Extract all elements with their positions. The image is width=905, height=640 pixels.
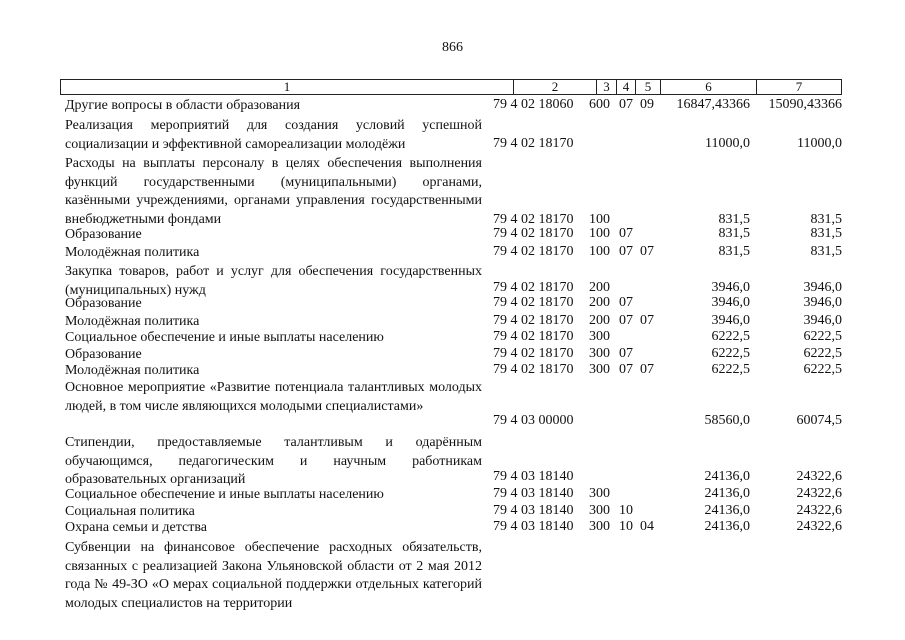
header-col-6: 6 xyxy=(660,80,756,94)
cell-code: 79 4 02 18170 xyxy=(493,329,574,344)
cell-s7: 831,5 xyxy=(810,212,842,227)
cell-s6: 831,5 xyxy=(718,244,750,259)
cell-rz: 07 xyxy=(619,346,633,361)
cell-s7: 15090,43366 xyxy=(768,97,842,112)
cell-rz: 07 xyxy=(619,362,633,377)
cell-s7: 11000,0 xyxy=(797,136,842,151)
cell-code: 79 4 02 18170 xyxy=(493,226,574,241)
row-name: Закупка товаров, работ и услуг для обеспечения государственных (муниципальных) нужд xyxy=(65,264,482,298)
cell-s6: 24136,0 xyxy=(704,503,750,518)
cell-vr: 100 xyxy=(589,226,610,241)
cell-s6: 831,5 xyxy=(718,212,750,227)
cell-s7: 3946,0 xyxy=(803,313,842,328)
row-name: Молодёжная политика xyxy=(65,363,200,378)
cell-vr: 300 xyxy=(589,486,610,501)
row-name: Социальное обеспечение и иные выплаты населению xyxy=(65,330,384,345)
row-name: Молодёжная политика xyxy=(65,314,200,329)
cell-vr: 600 xyxy=(589,97,610,112)
cell-s7: 3946,0 xyxy=(803,280,842,295)
cell-s7: 60074,5 xyxy=(796,413,842,428)
cell-code: 79 4 02 18170 xyxy=(493,362,574,377)
row-name: Образование xyxy=(65,227,142,242)
row-name: Другие вопросы в области образования xyxy=(65,98,301,113)
header-col-7: 7 xyxy=(756,80,841,94)
row-name: Молодёжная политика xyxy=(65,245,200,260)
row-name: Расходы на выплаты персоналу в целях обеспечения выполнения функций государственными (муниципальными) органами, казёнными учреждениями, органами управления государственными внебюджетными фондами xyxy=(65,156,482,228)
cell-s6: 11000,0 xyxy=(705,136,750,151)
row-name: Образование xyxy=(65,347,142,362)
cell-s6: 3946,0 xyxy=(711,313,750,328)
cell-vr: 300 xyxy=(589,362,610,377)
cell-vr: 200 xyxy=(589,295,610,310)
cell-vr: 300 xyxy=(589,329,610,344)
cell-rz: 10 xyxy=(619,503,633,518)
cell-s6: 24136,0 xyxy=(704,519,750,534)
row-name: Реализация мероприятий для создания условий успешной социализации и эффективной самореализации молодёжи xyxy=(65,118,482,152)
cell-s6: 3946,0 xyxy=(711,280,750,295)
row-name: Образование xyxy=(65,296,142,311)
cell-s6: 24136,0 xyxy=(704,469,750,484)
cell-s6: 831,5 xyxy=(718,226,750,241)
cell-s7: 24322,6 xyxy=(796,486,842,501)
cell-s6: 24136,0 xyxy=(704,486,750,501)
cell-code: 79 4 03 18140 xyxy=(493,519,574,534)
header-col-2: 2 xyxy=(513,80,596,94)
row-name: Охрана семьи и детства xyxy=(65,520,207,535)
cell-vr: 100 xyxy=(589,244,610,259)
cell-code: 79 4 03 00000 xyxy=(493,413,574,428)
cell-code: 79 4 02 18170 xyxy=(493,136,574,151)
cell-pr: 07 xyxy=(640,313,654,328)
cell-vr: 200 xyxy=(589,280,610,295)
cell-code: 79 4 02 18170 xyxy=(493,212,574,227)
cell-s7: 24322,6 xyxy=(796,469,842,484)
cell-s7: 6222,5 xyxy=(803,329,842,344)
cell-vr: 300 xyxy=(589,503,610,518)
cell-rz: 07 xyxy=(619,295,633,310)
cell-pr: 04 xyxy=(640,519,654,534)
cell-s7: 6222,5 xyxy=(803,362,842,377)
page-number: 866 xyxy=(442,40,463,55)
cell-s6: 16847,43366 xyxy=(676,97,750,112)
cell-vr: 100 xyxy=(589,212,610,227)
cell-s7: 24322,6 xyxy=(796,519,842,534)
header-col-3: 3 xyxy=(596,80,616,94)
row-name: Основное мероприятие «Развитие потенциала талантливых молодых людей, в том числе являющихся молодыми специалистами» xyxy=(65,380,482,414)
cell-code: 79 4 02 18170 xyxy=(493,295,574,310)
table-header xyxy=(60,79,842,95)
header-col-5: 5 xyxy=(635,80,660,94)
cell-vr: 300 xyxy=(589,346,610,361)
cell-s6: 6222,5 xyxy=(711,362,750,377)
header-col-1: 1 xyxy=(283,79,291,94)
cell-s7: 6222,5 xyxy=(803,346,842,361)
cell-s6: 58560,0 xyxy=(704,413,750,428)
cell-s6: 3946,0 xyxy=(711,295,750,310)
cell-vr: 300 xyxy=(589,519,610,534)
cell-s7: 831,5 xyxy=(810,226,842,241)
row-name: Стипендии, предоставляемые талантливым и одарённым обучающимся, педагогическим и научным работникам образовательных организаций xyxy=(65,435,482,488)
cell-rz: 07 xyxy=(619,244,633,259)
row-name: Социальное обеспечение и иные выплаты населению xyxy=(65,487,384,502)
cell-rz: 07 xyxy=(619,226,633,241)
cell-s7: 3946,0 xyxy=(803,295,842,310)
row-name: Социальная политика xyxy=(65,504,195,519)
cell-code: 79 4 02 18060 xyxy=(493,97,574,112)
cell-pr: 09 xyxy=(640,97,654,112)
cell-s6: 6222,5 xyxy=(711,346,750,361)
cell-code: 79 4 02 18170 xyxy=(493,313,574,328)
cell-code: 79 4 03 18140 xyxy=(493,469,574,484)
cell-rz: 07 xyxy=(619,97,633,112)
cell-code: 79 4 02 18170 xyxy=(493,346,574,361)
cell-s6: 6222,5 xyxy=(711,329,750,344)
cell-rz: 07 xyxy=(619,313,633,328)
cell-code: 79 4 03 18140 xyxy=(493,486,574,501)
cell-code: 79 4 03 18140 xyxy=(493,503,574,518)
row-name: Субвенции на финансовое обеспечение расходных обязательств, связанных с реализацией Закона Ульяновской области от 2 мая 2012 года № 49-ЗО «О мерах социальной поддержки отдельных категорий молодых специалистов на территории xyxy=(65,540,482,612)
header-col-4: 4 xyxy=(616,80,635,94)
cell-code: 79 4 02 18170 xyxy=(493,280,574,295)
cell-code: 79 4 02 18170 xyxy=(493,244,574,259)
cell-pr: 07 xyxy=(640,362,654,377)
cell-s7: 24322,6 xyxy=(796,503,842,518)
cell-rz: 10 xyxy=(619,519,633,534)
cell-s7: 831,5 xyxy=(810,244,842,259)
cell-pr: 07 xyxy=(640,244,654,259)
cell-vr: 200 xyxy=(589,313,610,328)
